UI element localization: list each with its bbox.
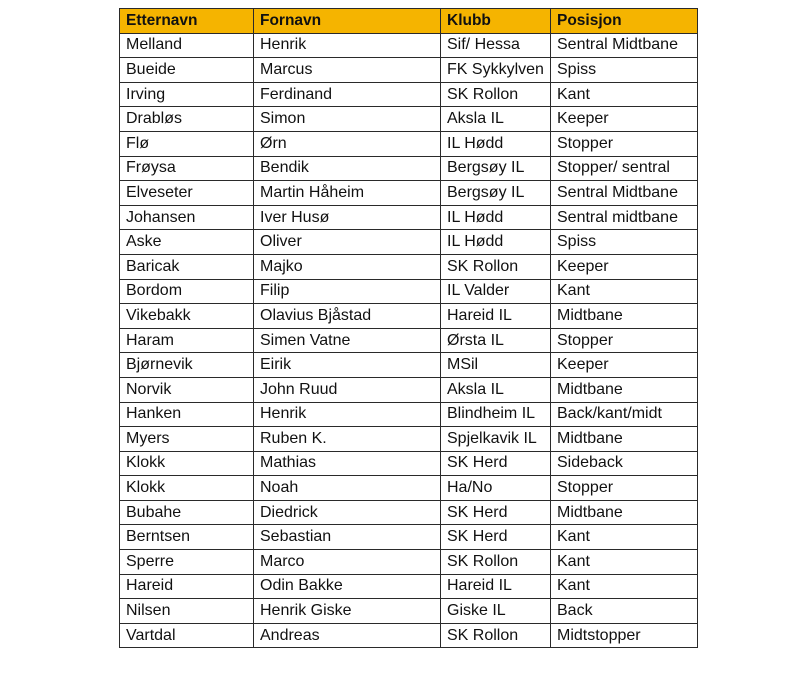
- cell-posisjon: Midtbane: [551, 427, 698, 452]
- table-body: [120, 33, 698, 648]
- cell-klubb: Bergsøy IL: [441, 181, 551, 206]
- cell-etternavn: Hareid: [120, 574, 254, 599]
- cell-fornavn: Eirik: [254, 353, 441, 378]
- cell-etternavn: Bubahe: [120, 500, 254, 525]
- cell-posisjon: Stopper: [551, 328, 698, 353]
- table-row: [120, 451, 698, 476]
- table-row: [120, 550, 698, 575]
- cell-etternavn: Melland: [120, 33, 254, 58]
- cell-fornavn: Ørn: [254, 131, 441, 156]
- cell-posisjon: Keeper: [551, 353, 698, 378]
- cell-posisjon: Kant: [551, 574, 698, 599]
- cell-posisjon: Spiss: [551, 58, 698, 83]
- cell-etternavn: Sperre: [120, 550, 254, 575]
- cell-etternavn: Baricak: [120, 254, 254, 279]
- table-row: [120, 279, 698, 304]
- table-row: [120, 58, 698, 83]
- table-row: [120, 353, 698, 378]
- cell-posisjon: Spiss: [551, 230, 698, 255]
- header-etternavn: Etternavn: [120, 9, 254, 34]
- cell-etternavn: Vartdal: [120, 623, 254, 648]
- cell-posisjon: Stopper: [551, 476, 698, 501]
- cell-fornavn: Bendik: [254, 156, 441, 181]
- cell-etternavn: Vikebakk: [120, 304, 254, 329]
- cell-posisjon: Midtbane: [551, 500, 698, 525]
- cell-etternavn: Aske: [120, 230, 254, 255]
- table-row: [120, 181, 698, 206]
- cell-klubb: SK Herd: [441, 451, 551, 476]
- table-row: [120, 476, 698, 501]
- cell-posisjon: Midtbane: [551, 304, 698, 329]
- table-row: [120, 107, 698, 132]
- player-roster-table: [119, 8, 698, 648]
- cell-etternavn: Flø: [120, 131, 254, 156]
- cell-fornavn: Andreas: [254, 623, 441, 648]
- cell-posisjon: Midtbane: [551, 377, 698, 402]
- cell-klubb: SK Rollon: [441, 623, 551, 648]
- table-row: [120, 525, 698, 550]
- cell-fornavn: Simen Vatne: [254, 328, 441, 353]
- table-row: [120, 377, 698, 402]
- cell-fornavn: Oliver: [254, 230, 441, 255]
- cell-klubb: Ha/No: [441, 476, 551, 501]
- table-row: [120, 205, 698, 230]
- cell-etternavn: Klokk: [120, 476, 254, 501]
- cell-etternavn: Hanken: [120, 402, 254, 427]
- cell-etternavn: Haram: [120, 328, 254, 353]
- cell-posisjon: Keeper: [551, 107, 698, 132]
- cell-klubb: Aksla IL: [441, 377, 551, 402]
- table-row: [120, 328, 698, 353]
- cell-klubb: SK Rollon: [441, 82, 551, 107]
- cell-etternavn: Johansen: [120, 205, 254, 230]
- cell-fornavn: Majko: [254, 254, 441, 279]
- cell-fornavn: Noah: [254, 476, 441, 501]
- cell-etternavn: Elveseter: [120, 181, 254, 206]
- cell-fornavn: Iver Husø: [254, 205, 441, 230]
- table-row: [120, 82, 698, 107]
- cell-klubb: Aksla IL: [441, 107, 551, 132]
- table-row: [120, 254, 698, 279]
- table-row: [120, 599, 698, 624]
- cell-klubb: SK Rollon: [441, 254, 551, 279]
- cell-posisjon: Back/kant/midt: [551, 402, 698, 427]
- table-row: [120, 131, 698, 156]
- cell-etternavn: Berntsen: [120, 525, 254, 550]
- table-row: [120, 427, 698, 452]
- table-row: [120, 500, 698, 525]
- cell-posisjon: Kant: [551, 279, 698, 304]
- cell-fornavn: Ruben K.: [254, 427, 441, 452]
- cell-etternavn: Irving: [120, 82, 254, 107]
- cell-posisjon: Kant: [551, 82, 698, 107]
- cell-klubb: Spjelkavik IL: [441, 427, 551, 452]
- table-row: [120, 402, 698, 427]
- cell-fornavn: Sebastian: [254, 525, 441, 550]
- cell-etternavn: Nilsen: [120, 599, 254, 624]
- cell-etternavn: Myers: [120, 427, 254, 452]
- cell-klubb: Ørsta IL: [441, 328, 551, 353]
- cell-klubb: MSil: [441, 353, 551, 378]
- cell-fornavn: Simon: [254, 107, 441, 132]
- cell-posisjon: Sideback: [551, 451, 698, 476]
- cell-fornavn: Ferdinand: [254, 82, 441, 107]
- cell-posisjon: Sentral midtbane: [551, 205, 698, 230]
- cell-klubb: Giske IL: [441, 599, 551, 624]
- cell-posisjon: Kant: [551, 525, 698, 550]
- cell-klubb: SK Herd: [441, 525, 551, 550]
- cell-klubb: Hareid IL: [441, 304, 551, 329]
- cell-etternavn: Klokk: [120, 451, 254, 476]
- cell-posisjon: Sentral Midtbane: [551, 181, 698, 206]
- table-row: [120, 156, 698, 181]
- cell-etternavn: Bueide: [120, 58, 254, 83]
- cell-klubb: Sif/ Hessa: [441, 33, 551, 58]
- header-row: [120, 9, 698, 34]
- cell-klubb: Blindheim IL: [441, 402, 551, 427]
- cell-klubb: IL Hødd: [441, 131, 551, 156]
- cell-posisjon: Stopper/ sentral: [551, 156, 698, 181]
- cell-klubb: IL Hødd: [441, 205, 551, 230]
- table-row: [120, 623, 698, 648]
- cell-etternavn: Norvik: [120, 377, 254, 402]
- cell-fornavn: Martin Håheim: [254, 181, 441, 206]
- cell-etternavn: Bordom: [120, 279, 254, 304]
- cell-etternavn: Drabløs: [120, 107, 254, 132]
- cell-posisjon: Stopper: [551, 131, 698, 156]
- cell-fornavn: Henrik: [254, 402, 441, 427]
- cell-fornavn: Marcus: [254, 58, 441, 83]
- cell-fornavn: Odin Bakke: [254, 574, 441, 599]
- cell-klubb: IL Hødd: [441, 230, 551, 255]
- cell-posisjon: Sentral Midtbane: [551, 33, 698, 58]
- cell-fornavn: Henrik: [254, 33, 441, 58]
- cell-klubb: Hareid IL: [441, 574, 551, 599]
- header-klubb: Klubb: [441, 9, 551, 34]
- table-row: [120, 33, 698, 58]
- cell-posisjon: Midtstopper: [551, 623, 698, 648]
- header-fornavn: Fornavn: [254, 9, 441, 34]
- cell-posisjon: Keeper: [551, 254, 698, 279]
- cell-klubb: SK Rollon: [441, 550, 551, 575]
- cell-etternavn: Frøysa: [120, 156, 254, 181]
- cell-fornavn: Filip: [254, 279, 441, 304]
- table-row: [120, 574, 698, 599]
- table-row: [120, 304, 698, 329]
- cell-fornavn: Diedrick: [254, 500, 441, 525]
- cell-fornavn: Henrik Giske: [254, 599, 441, 624]
- cell-klubb: IL Valder: [441, 279, 551, 304]
- cell-fornavn: Marco: [254, 550, 441, 575]
- header-posisjon: Posisjon: [551, 9, 698, 34]
- cell-klubb: SK Herd: [441, 500, 551, 525]
- cell-klubb: Bergsøy IL: [441, 156, 551, 181]
- cell-fornavn: John Ruud: [254, 377, 441, 402]
- cell-fornavn: Olavius Bjåstad: [254, 304, 441, 329]
- cell-fornavn: Mathias: [254, 451, 441, 476]
- table-row: [120, 230, 698, 255]
- cell-klubb: FK Sykkylven: [441, 58, 551, 83]
- cell-posisjon: Kant: [551, 550, 698, 575]
- table-header: [120, 9, 698, 34]
- cell-posisjon: Back: [551, 599, 698, 624]
- cell-etternavn: Bjørnevik: [120, 353, 254, 378]
